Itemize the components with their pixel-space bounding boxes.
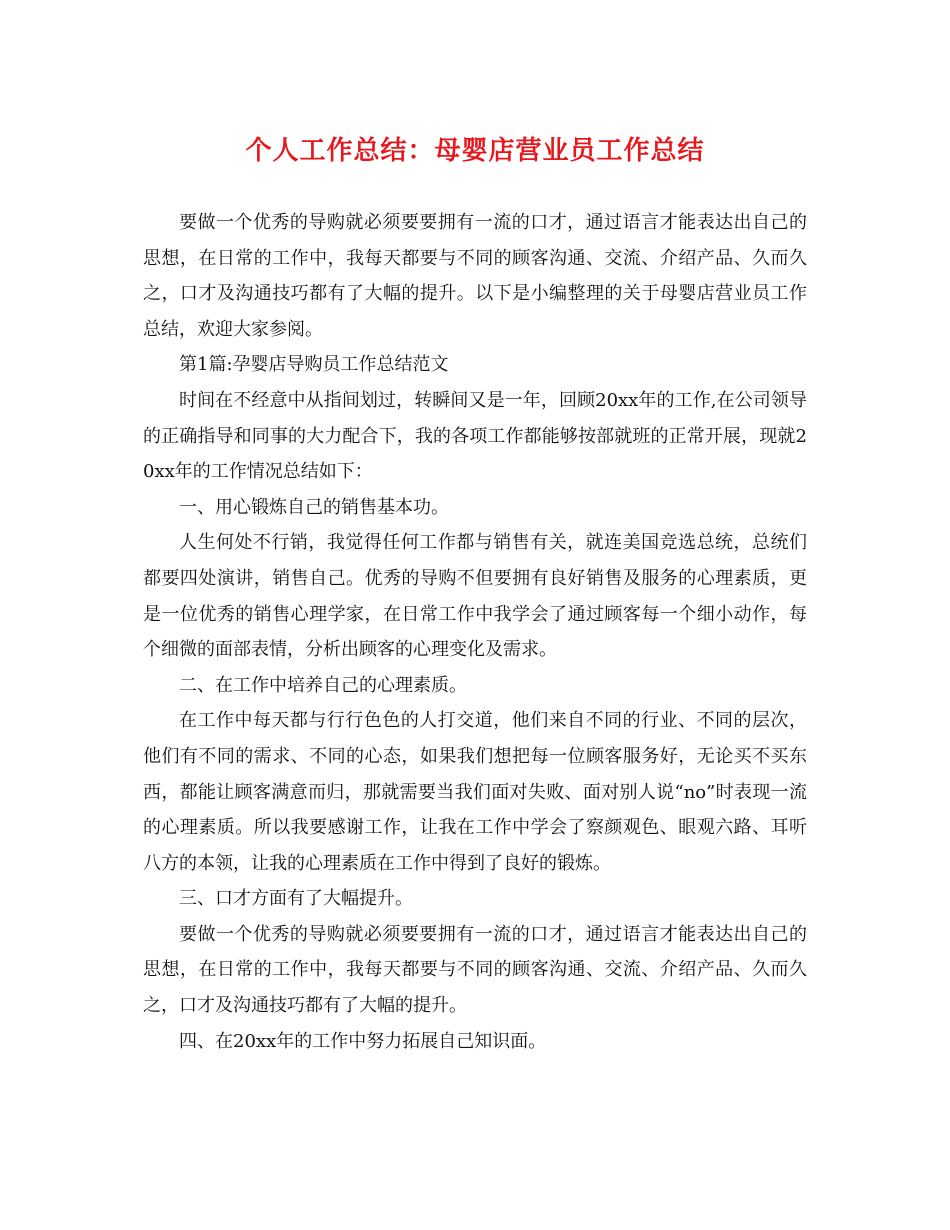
document-title: 个人工作总结：母婴店营业员工作总结 [245, 136, 705, 166]
section-heading: 四、在20xx年的工作中努力拓展自己知识面。 [179, 1030, 547, 1052]
body-paragraph: 在工作中每天都与行行色色的人打交道，他们来自不同的行业、不同的层次，他们有不同的需求、不同的心态，如果我们想把每一位顾客服务好，无论买不买东西，都能让顾客满意而归，那就需要当我们面对失败、面对别人说“no”时表现一流的心理素质。所以我要感谢工作，让我在工作中学会了察颜观色、眼观六路、耳听八方的本领，让我的心理素质在工作中得到了良好的锻炼。 [143, 710, 807, 874]
document-body [143, 205, 807, 1059]
intro-paragraph: 要做一个优秀的导购就必须要要拥有一流的口才，通过语言才能表达出自己的思想，在日常的工作中，我每天都要与不同的顾客沟通、交流、介绍产品、久而久之，口才及沟通技巧都有了大幅的提升。以下是小编整理的关于母婴店营业员工作总结，欢迎大家参阅。 [143, 212, 807, 340]
article-heading: 第1篇:孕婴店导购员工作总结范文 [179, 354, 449, 376]
section-heading: 三、口才方面有了大幅提升。 [179, 888, 413, 910]
body-paragraph: 人生何处不行销，我觉得任何工作都与销售有关，就连美国竞选总统，总统们都要四处演讲，销售自己。优秀的导购不但要拥有良好销售及服务的心理素质，更是一位优秀的销售心理学家，在日常工作中我学会了通过顾客每一个细小动作，每个细微的面部表情，分析出顾客的心理变化及需求。 [143, 532, 807, 661]
body-paragraph: 要做一个优秀的导购就必须要要拥有一流的口才，通过语言才能表达出自己的思想，在日常的工作中，我每天都要与不同的顾客沟通、交流、介绍产品、久而久之，口才及沟通技巧都有了大幅的提升。 [143, 923, 807, 1017]
section-heading: 一、用心锻炼自己的销售基本功。 [179, 496, 449, 518]
body-paragraph: 时间在不经意中从指间划过，转瞬间又是一年，回顾20xx年的工作,在公司领导的正确指导和同事的大力配合下，我的各项工作都能够按部就班的正常开展，现就20xx年的工作情况总结如下： [143, 389, 807, 483]
section-heading: 二、在工作中培养自己的心理素质。 [179, 674, 467, 696]
